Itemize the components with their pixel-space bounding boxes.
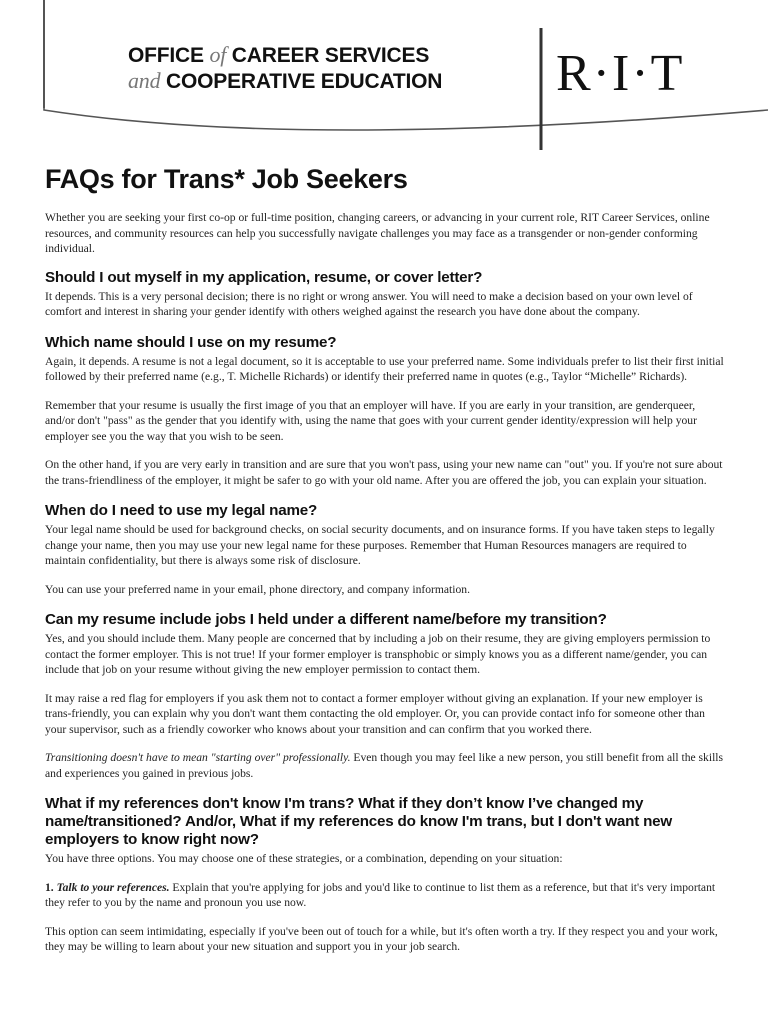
- question-5-heading: What if my references don't know I'm trans? What if they don’t know I’ve changed my name/transitioned? And/or, What if my references do know I'm trans, but I don't want new employers to know right now?: [45, 795, 673, 848]
- rit-logo: R·I·T: [556, 45, 685, 102]
- office-and: and: [128, 68, 161, 93]
- answer-2-paragraph-3: On the other hand, if you are very early in transition and are sure that you won't pass, using your new name can "out" you. If you're not sure about the trans-friendliness of the employer, it might be safer to go with your old name. After you are offered the job, you can explain your situation.: [45, 458, 723, 487]
- option-1-lead: Talk to your references.: [56, 880, 170, 894]
- question-1-heading: Should I out myself in my application, resume, or cover letter?: [45, 268, 483, 286]
- option-1-number: 1.: [45, 880, 54, 894]
- office-of: of: [209, 42, 227, 67]
- answer-4-paragraph-2: It may raise a red flag for employers if you ask them not to contact a former employer without giving an explanation. If your new employer is trans-friendly, you can explain why you don't want them contacting the old employer. Or, you can provide contact info for someone other than your supervisor, such as a friendly coworker who knows about your transition and can confirm that you worked there.: [45, 691, 705, 736]
- answer-1-paragraph: It depends. This is a very personal decision; there is no right or wrong answer. You will need to make a decision based on your own level of comfort and interest in sharing your gender identify with others weighed against the research you have done about the company.: [45, 289, 693, 318]
- office-coop-education: COOPERATIVE EDUCATION: [166, 70, 443, 93]
- office-career-services: CAREER SERVICES: [231, 44, 430, 67]
- question-3-heading: When do I need to use my legal name?: [45, 502, 318, 519]
- document-body: [45, 162, 725, 955]
- answer-4-paragraph-3: [45, 750, 725, 781]
- answer-4-italic-lead: Transitioning doesn't have to mean "starting over" professionally.: [45, 751, 351, 764]
- answer-2-paragraph-2: Remember that your resume is usually the first image of you that an employer will have. If you are early in your transition, are genderqueer, and/or don't "pass" as the gender that you identify with, using the name that goes with your current gender identity/expression will help your employer see you the way that you wish to be seen.: [45, 398, 697, 443]
- answer-5-paragraph-1: You have three options. You may choose one of these strategies, or a combination, depending on your situation:: [45, 852, 563, 865]
- intro-paragraph: Whether you are seeking your first co-op or full-time position, changing careers, or advancing in your current role, RIT Career Services, online resources, and community resources can help you successfully navigate challenges you may face as a transgender or non-gender conforming individual.: [45, 211, 710, 255]
- answer-2-paragraph-1: Again, it depends. A resume is not a legal document, so it is acceptable to use your preferred name. Some individuals prefer to list their first initial followed by their preferred name (e.g., T. Michelle Richards) or identify their preferred name in quotes (e.g., Taylor “Michelle” Richards).: [45, 354, 724, 383]
- answer-5-option-1: [45, 880, 725, 911]
- answer-5-paragraph-3: This option can seem intimidating, especially if you've been out of touch for a while, but it's often worth a try. If they respect you and your work, they may be willing to learn about your new situation and support you in your job search.: [45, 924, 718, 953]
- option-1-rest: Explain that you're applying for jobs and you'd like to continue to list them as a reference, but that it's very important they refer to you by the name and pronoun you use now.: [45, 880, 716, 909]
- answer-3-paragraph-1: Your legal name should be used for background checks, on social security documents, and on insurance forms. If you have taken steps to legally change your name, then you may use your new legal name for these purposes. Remember that Human Resources managers are required to maintain confidentiality, but there is always some risk of disclosure.: [45, 523, 715, 567]
- answer-3-paragraph-2: You can use your preferred name in your email, phone directory, and company information.: [45, 582, 470, 596]
- answer-4-paragraph-1: Yes, and you should include them. Many people are concerned that by including a job on their resume, they are giving employers permission to contact the former employer. This is not true! If your former employer is transphobic or simply knows you as a different name/gender, you can include that job on your resume without giving the new employer permission to contact them.: [45, 632, 711, 676]
- office-word: OFFICE: [128, 44, 204, 67]
- office-name-heading: [128, 42, 442, 94]
- answer-4-paragraph-3-rest: Even though you may feel like a new person, you still benefit from all the skills and experiences you gained in previous jobs.: [45, 751, 724, 780]
- question-4-heading: Can my resume include jobs I held under a different name/before my transition?: [45, 611, 607, 628]
- question-2-heading: Which name should I use on my resume?: [45, 333, 337, 351]
- page-title: FAQs for Trans* Job Seekers: [45, 164, 408, 194]
